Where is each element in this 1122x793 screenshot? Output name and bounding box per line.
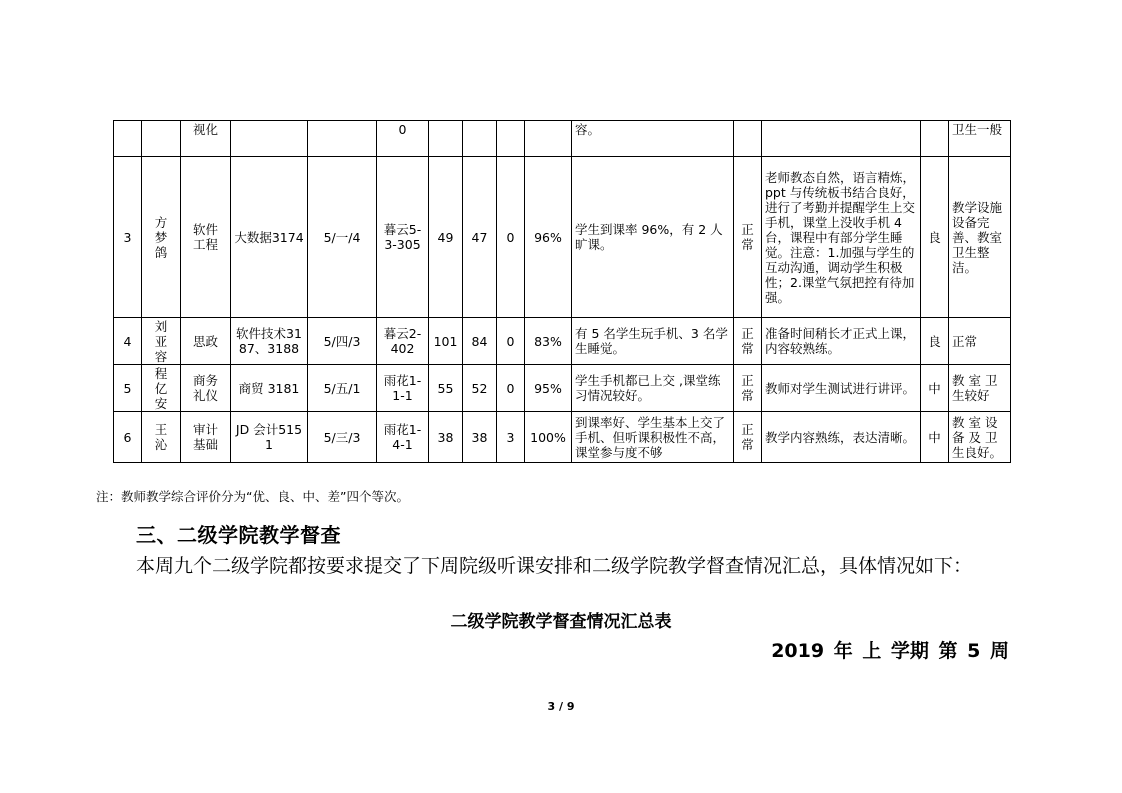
cell-order: 正常: [734, 318, 762, 365]
cell-env: 教 室 卫生较好: [949, 365, 1011, 412]
cell-eval: 良: [921, 318, 949, 365]
cell-env: 教 室 设备 及 卫生良好。: [949, 412, 1011, 463]
lecture-inspection-table: [113, 120, 1011, 463]
cell-no: 3: [114, 157, 142, 318]
cell-absent: 0: [497, 365, 525, 412]
cell-student: 到课率好、学生基本上交了手机、但听课积极性不高，课堂参与度不够: [572, 412, 734, 463]
cell-should: [429, 121, 463, 157]
cell-no: 4: [114, 318, 142, 365]
cell-class: JD 会计5151: [231, 412, 308, 463]
cell-course: 软件工程: [181, 157, 231, 318]
cell-no: [114, 121, 142, 157]
cell-should: 55: [429, 365, 463, 412]
cell-time: 5/一/4: [308, 157, 377, 318]
cell-teacher: [142, 121, 181, 157]
table-body: [114, 121, 1011, 463]
cell-teaching: 老师教态自然，语言精炼，ppt 与传统板书结合良好，进行了考勤并提醒学生上交手机，课堂上没收手机 4 台，课程中有部分学生睡觉。注意：1.加强与学生的互动沟通，调动学生积极性；2.课堂气氛把控有待加强。: [762, 157, 921, 318]
cell-order: 正常: [734, 412, 762, 463]
table-row: [114, 365, 1011, 412]
table-row: [114, 157, 1011, 318]
cell-room: 0: [377, 121, 429, 157]
cell-should: 49: [429, 157, 463, 318]
cell-teaching: [762, 121, 921, 157]
cell-actual: 84: [463, 318, 497, 365]
section-heading: 三、二级学院教学督查: [136, 523, 341, 547]
cell-rate: 95%: [525, 365, 572, 412]
table-row: [114, 121, 1011, 157]
cell-teaching: 教学内容熟练，表达清晰。: [762, 412, 921, 463]
cell-order: 正常: [734, 157, 762, 318]
cell-time: 5/四/3: [308, 318, 377, 365]
cell-absent: [497, 121, 525, 157]
evaluation-note: 注：教师教学综合评价分为“优、良、中、差”四个等次。: [96, 489, 409, 504]
cell-absent: 3: [497, 412, 525, 463]
cell-time: 5/三/3: [308, 412, 377, 463]
cell-teacher: 方梦鸽: [142, 157, 181, 318]
cell-teacher: 刘亚容: [142, 318, 181, 365]
cell-room: 暮云2-402: [377, 318, 429, 365]
cell-room: 雨花1-4-1: [377, 412, 429, 463]
cell-room: 雨花1-1-1: [377, 365, 429, 412]
cell-eval: 中: [921, 412, 949, 463]
cell-time: [308, 121, 377, 157]
cell-should: 101: [429, 318, 463, 365]
cell-actual: [463, 121, 497, 157]
cell-teaching: 准备时间稍长才正式上课，内容较熟练。: [762, 318, 921, 365]
cell-env: 正常: [949, 318, 1011, 365]
cell-course: 视化: [181, 121, 231, 157]
cell-actual: 38: [463, 412, 497, 463]
cell-eval: 中: [921, 365, 949, 412]
cell-student: 学生手机都已上交 ,课堂练习情况较好。: [572, 365, 734, 412]
week-label: 2019 年 上 学期 第 5 周: [771, 640, 1009, 662]
cell-rate: 83%: [525, 318, 572, 365]
cell-env: 教学设施设备完善、教室卫生整洁。: [949, 157, 1011, 318]
cell-env: 卫生一般: [949, 121, 1011, 157]
cell-rate: 100%: [525, 412, 572, 463]
cell-class: [231, 121, 308, 157]
cell-rate: [525, 121, 572, 157]
cell-teaching: 教师对学生测试进行讲评。: [762, 365, 921, 412]
cell-student: 容。: [572, 121, 734, 157]
cell-actual: 52: [463, 365, 497, 412]
cell-eval: [921, 121, 949, 157]
cell-room: 暮云5-3-305: [377, 157, 429, 318]
cell-should: 38: [429, 412, 463, 463]
cell-actual: 47: [463, 157, 497, 318]
page-number: 3 / 9: [547, 700, 575, 713]
section-paragraph: 本周九个二级学院都按要求提交了下周院级听课安排和二级学院教学督查情况汇总，具体情况如下：: [136, 555, 973, 577]
cell-course: 商务礼仪: [181, 365, 231, 412]
cell-teacher: 王沁: [142, 412, 181, 463]
cell-order: [734, 121, 762, 157]
cell-rate: 96%: [525, 157, 572, 318]
cell-class: 大数据3174: [231, 157, 308, 318]
cell-absent: 0: [497, 157, 525, 318]
cell-absent: 0: [497, 318, 525, 365]
table-row: [114, 412, 1011, 463]
summary-table-title: 二级学院教学督查情况汇总表: [450, 612, 672, 632]
cell-class: 商贸 3181: [231, 365, 308, 412]
cell-order: 正常: [734, 365, 762, 412]
cell-teacher: 程亿安: [142, 365, 181, 412]
cell-no: 5: [114, 365, 142, 412]
cell-no: 6: [114, 412, 142, 463]
cell-class: 软件技术3187、3188: [231, 318, 308, 365]
table-row: [114, 318, 1011, 365]
cell-student: 有 5 名学生玩手机、3 名学生睡觉。: [572, 318, 734, 365]
cell-time: 5/五/1: [308, 365, 377, 412]
cell-student: 学生到课率 96%，有 2 人旷课。: [572, 157, 734, 318]
cell-course: 审计基础: [181, 412, 231, 463]
cell-course: 思政: [181, 318, 231, 365]
cell-eval: 良: [921, 157, 949, 318]
